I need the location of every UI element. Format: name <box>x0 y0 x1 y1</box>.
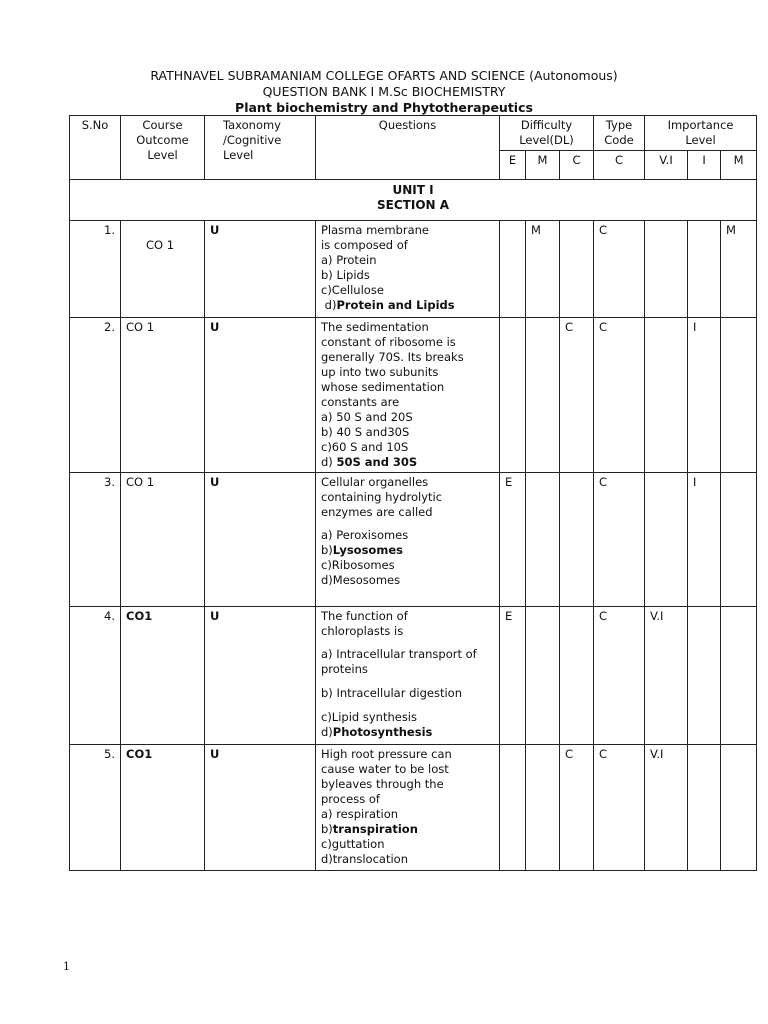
row-type-code: C <box>594 745 645 871</box>
correct-answer: 50S and 30S <box>336 455 418 469</box>
row-medium: M <box>526 221 560 318</box>
row-medium <box>526 745 560 871</box>
row-taxonomy: U <box>205 607 316 745</box>
page-number: 1 <box>63 960 70 973</box>
row-sno: 2. <box>70 318 121 473</box>
header-row <box>70 116 757 151</box>
row-taxonomy: U <box>205 318 316 473</box>
row-type-code: C <box>594 607 645 745</box>
row-important <box>688 221 721 318</box>
row-type-code: C <box>594 221 645 318</box>
row-taxonomy: U <box>205 473 316 607</box>
row-moderate: M <box>721 221 757 318</box>
row-moderate <box>721 607 757 745</box>
row-moderate <box>721 745 757 871</box>
row-very-important <box>645 318 688 473</box>
header-course-outcome: Course Outcome Level <box>121 116 205 180</box>
row-complex <box>560 607 594 745</box>
row-complex: C <box>560 745 594 871</box>
row-question: Plasma membrane is composed of a) Protein b) Lipids c)Cellulose d)Protein and Lipids <box>316 221 500 318</box>
row-easy <box>500 745 526 871</box>
header-sno: S.No <box>70 116 121 180</box>
question-table <box>69 115 757 871</box>
row-course-outcome: CO 1 <box>121 473 205 607</box>
row-question: Cellular organelles containing hydrolytic enzymes are called a) Peroxisomes b)Lysosomes c)Ribosomes d)Mesosomes <box>316 473 500 607</box>
course-title: Plant biochemistry and Phytotherapeutics <box>235 100 533 115</box>
row-taxonomy: U <box>205 221 316 318</box>
header-medium: M <box>526 151 560 180</box>
header-complex: C <box>560 151 594 180</box>
row-sno: 5. <box>70 745 121 871</box>
row-question: High root pressure can cause water to be lost byleaves through the process of a) respiration b)transpiration c)guttation d)translocation <box>316 745 500 871</box>
row-course-outcome: CO 1 <box>121 221 205 318</box>
row-question: The function of chloroplasts is a) Intracellular transport of proteins b) Intracellular digestion c)Lipid synthesis d)Photosynthesis <box>316 607 500 745</box>
header-easy: E <box>500 151 526 180</box>
table-row <box>70 745 757 871</box>
row-sno: 3. <box>70 473 121 607</box>
header-moderate: M <box>721 151 757 180</box>
unit-heading <box>70 180 757 221</box>
row-sno: 4. <box>70 607 121 745</box>
row-very-important <box>645 221 688 318</box>
table-row <box>70 221 757 318</box>
row-course-outcome: CO 1 <box>121 318 205 473</box>
correct-answer: transpiration <box>332 822 418 836</box>
unit-row <box>70 180 757 221</box>
row-medium <box>526 607 560 745</box>
section-title: SECTION A <box>377 198 450 212</box>
row-course-outcome: CO1 <box>121 607 205 745</box>
header-questions: Questions <box>316 116 500 180</box>
row-important <box>688 607 721 745</box>
row-very-important: V.I <box>645 607 688 745</box>
row-taxonomy: U <box>205 745 316 871</box>
row-question: The sedimentation constant of ribosome is generally 70S. Its breaks up into two subunits whose sedimentation constants are a) 50 S and 20S b) 40 S and30S c)60 S and 10S d) 50S and 30S <box>316 318 500 473</box>
row-medium <box>526 473 560 607</box>
row-very-important: V.I <box>645 745 688 871</box>
college-title: RATHNAVEL SUBRAMANIAM COLLEGE OFARTS AND SCIENCE (Autonomous) <box>150 68 618 83</box>
header-importance: Importance Level <box>645 116 757 151</box>
row-type-code: C <box>594 473 645 607</box>
header-taxonomy: Taxonomy /Cognitive Level <box>205 116 316 180</box>
row-complex <box>560 473 594 607</box>
row-moderate <box>721 473 757 607</box>
row-complex <box>560 221 594 318</box>
row-type-code: C <box>594 318 645 473</box>
table-row <box>70 607 757 745</box>
row-easy: E <box>500 607 526 745</box>
row-easy <box>500 221 526 318</box>
row-course-outcome: CO1 <box>121 745 205 871</box>
header-important: I <box>688 151 721 180</box>
header-type-code: Type Code <box>594 116 645 151</box>
table-row <box>70 473 757 607</box>
unit-title: UNIT I <box>392 183 434 197</box>
question-bank-title: QUESTION BANK I M.Sc BIOCHEMISTRY <box>262 84 506 99</box>
correct-answer: Lysosomes <box>332 543 403 557</box>
row-medium <box>526 318 560 473</box>
row-complex: C <box>560 318 594 473</box>
row-very-important <box>645 473 688 607</box>
row-important: I <box>688 318 721 473</box>
row-sno: 1. <box>70 221 121 318</box>
correct-answer: Photosynthesis <box>332 725 433 739</box>
correct-answer: Protein and Lipids <box>336 298 455 312</box>
header-type: C <box>594 151 645 180</box>
header-difficulty: Difficulty Level(DL) <box>500 116 594 151</box>
row-important: I <box>688 473 721 607</box>
header-very-important: V.I <box>645 151 688 180</box>
table-row <box>70 318 757 473</box>
row-easy: E <box>500 473 526 607</box>
row-moderate <box>721 318 757 473</box>
row-important <box>688 745 721 871</box>
row-easy <box>500 318 526 473</box>
